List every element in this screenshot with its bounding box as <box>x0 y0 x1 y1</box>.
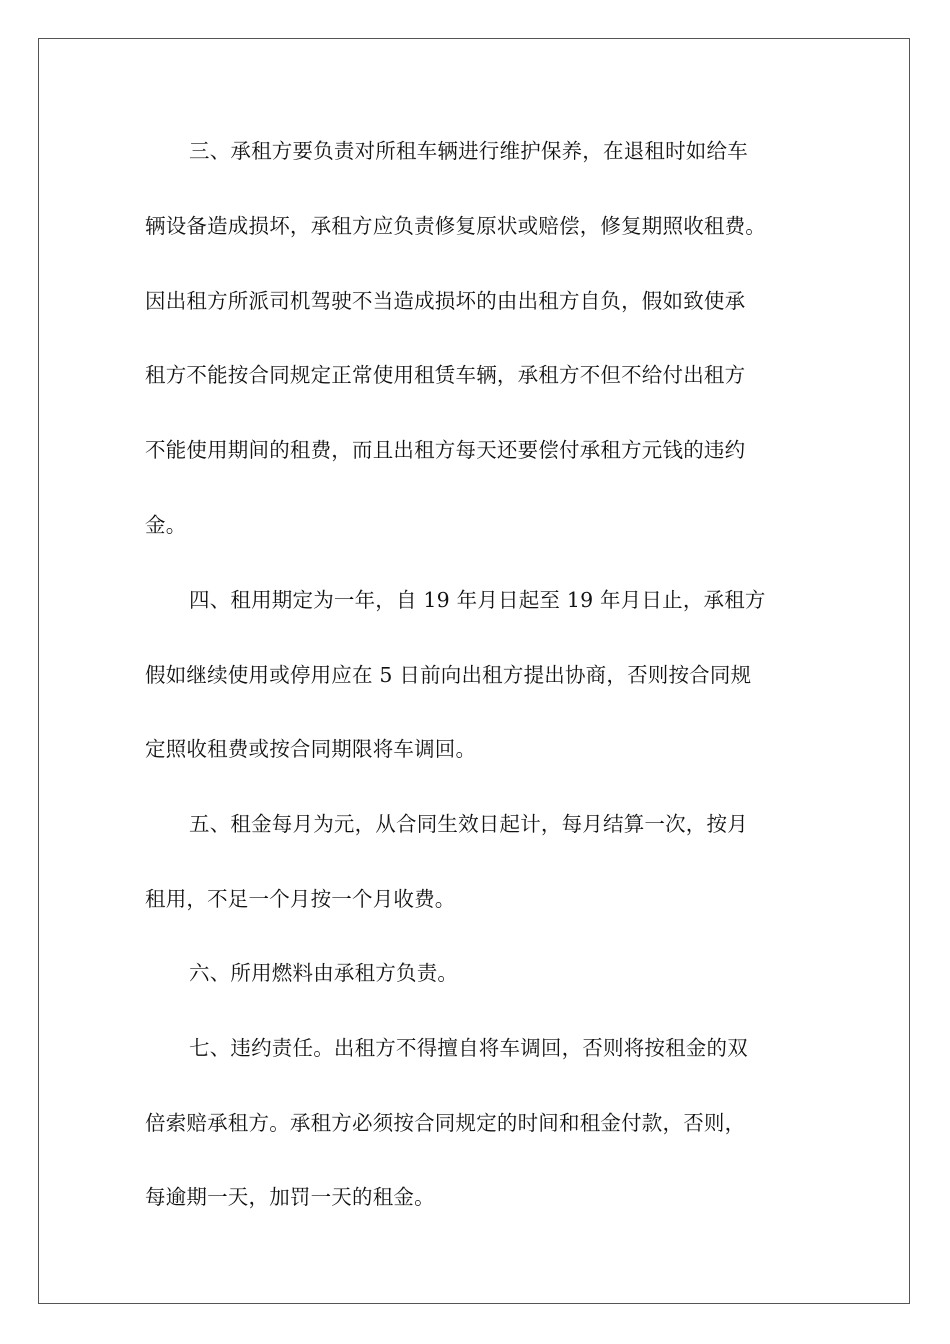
paragraph-3-line-5: 不能使用期间的租费，而且出租方每天还要偿付承租方元钱的违约 <box>145 438 746 462</box>
paragraph-6-line-1: 六、所用燃料由承租方负责。 <box>189 961 459 985</box>
paragraph-3-line-1: 三、承租方要负责对所租车辆进行维护保养，在退租时如给车 <box>189 139 748 163</box>
paragraph-7-line-1: 七、违约责任。出租方不得擅自将车调回，否则将按租金的双 <box>189 1036 748 1060</box>
paragraph-3-line-2: 辆设备造成损坏，承租方应负责修复原状或赔偿，修复期照收租费。 <box>145 214 766 238</box>
paragraph-7-line-3: 每逾期一天，加罚一天的租金。 <box>145 1185 435 1209</box>
paragraph-5-line-1: 五、租金每月为元，从合同生效日起计，每月结算一次，按月 <box>189 812 748 836</box>
paragraph-3-line-4: 租方不能按合同规定正常使用租赁车辆，承租方不但不给付出租方 <box>145 363 746 387</box>
paragraph-4-line-2: 假如继续使用或停用应在 5 日前向出租方提出协商，否则按合同规 <box>145 663 752 687</box>
paragraph-5-line-2: 租用，不足一个月按一个月收费。 <box>145 887 456 911</box>
paragraph-7-line-2: 倍索赔承租方。承租方必须按合同规定的时间和租金付款，否则， <box>145 1111 746 1135</box>
paragraph-4-line-3: 定照收租费或按合同期限将车调回。 <box>145 737 477 761</box>
paragraph-3-line-6: 金。 <box>145 513 187 537</box>
paragraph-4-line-1: 四、租用期定为一年，自 19 年月日起至 19 年月日止，承租方 <box>189 588 766 612</box>
paragraph-3-line-3: 因出租方所派司机驾驶不当造成损坏的由出租方自负，假如致使承 <box>145 289 746 313</box>
